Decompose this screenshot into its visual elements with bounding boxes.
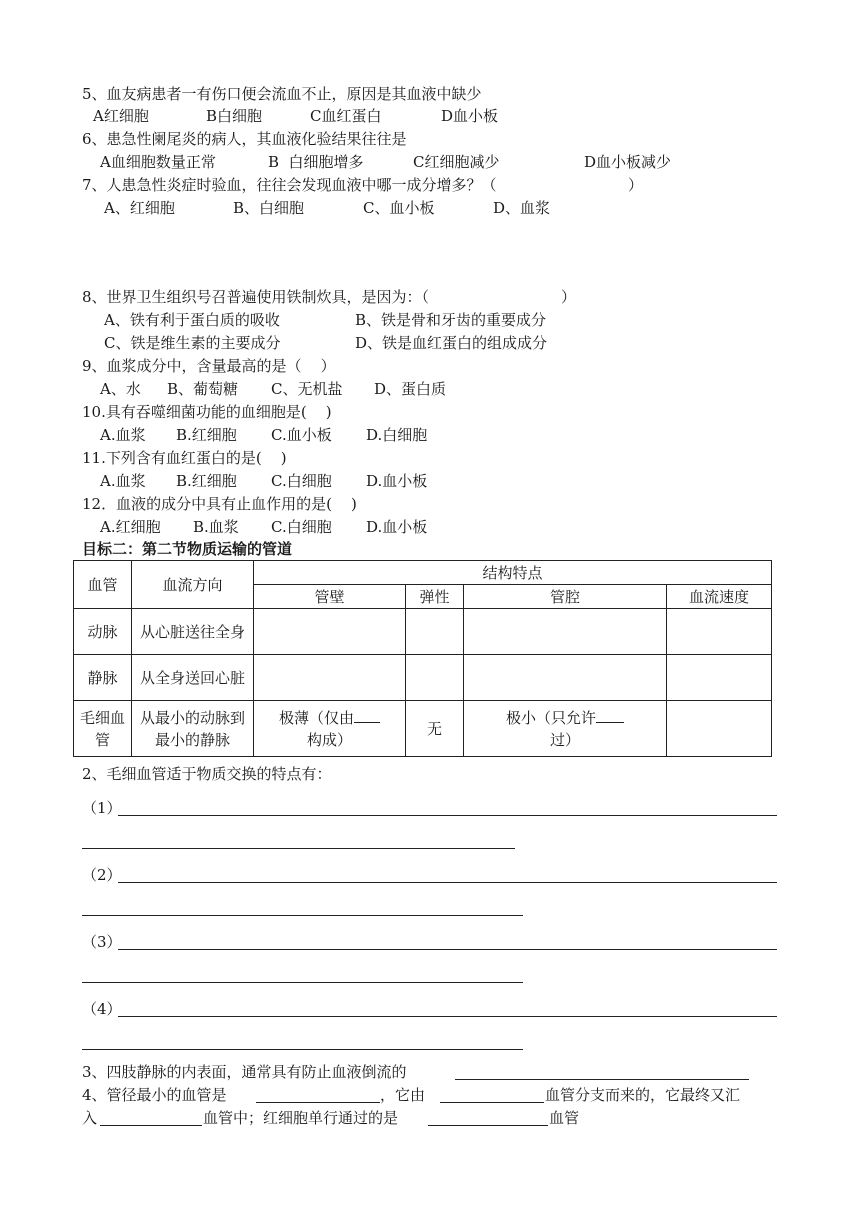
q6-option-a: A血细胞数量正常 — [100, 153, 216, 171]
vein-speed-cell[interactable] — [667, 655, 772, 701]
q3-answer-line[interactable] — [455, 1079, 749, 1080]
q4-part-4: 入 — [82, 1109, 98, 1127]
q6-stem: 6、患急性阑尾炎的病人，其血液化验结果往往是 — [82, 130, 407, 148]
vein-elastic-cell[interactable] — [406, 655, 464, 701]
q4-blank-3[interactable] — [100, 1125, 202, 1126]
q2-item-2-line-b[interactable] — [82, 915, 523, 916]
vein-wall-cell[interactable] — [254, 655, 406, 701]
artery-wall-cell[interactable] — [254, 609, 406, 655]
q6-option-c: C红细胞减少 — [413, 153, 500, 171]
q4-blank-2[interactable] — [440, 1102, 544, 1103]
q7-option-b: B、白细胞 — [233, 199, 305, 217]
row-capillary-flow: 从最小的动脉到最小的静脉 — [132, 701, 254, 757]
q5-option-d: D血小板 — [441, 107, 499, 125]
table-row — [74, 655, 772, 701]
q9-option-a: A、水 — [100, 380, 141, 398]
q9-option-b: B、葡萄糖 — [167, 380, 239, 398]
q12-stem: 12．血液的成分中具有止血作用的是( ) — [82, 495, 357, 513]
q9-option-c: C、无机盐 — [271, 380, 343, 398]
q2-item-4-line-b[interactable] — [82, 1049, 523, 1050]
q11-option-b: B.红细胞 — [176, 472, 237, 490]
q8-option-c: C、铁是维生素的主要成分 — [104, 334, 281, 352]
q11-option-c: C.白细胞 — [271, 472, 332, 490]
q8-option-b: B、铁是骨和牙齿的重要成分 — [355, 311, 547, 329]
q5-option-c: C血红蛋白 — [310, 107, 382, 125]
header-elasticity: 弹性 — [406, 585, 464, 609]
row-artery-flow: 从心脏送往全身 — [132, 609, 254, 655]
q4-blank-4[interactable] — [428, 1125, 548, 1126]
q12-option-b: B.血浆 — [193, 518, 239, 536]
q2-stem: 2、毛细血管适于物质交换的特点有： — [82, 765, 332, 783]
artery-lumen-cell[interactable] — [464, 609, 667, 655]
q7-option-c: C、血小板 — [363, 199, 435, 217]
q5-option-b: B白细胞 — [206, 107, 263, 125]
table-row — [74, 609, 772, 655]
capillary-elastic-cell: 无 — [406, 701, 464, 757]
q11-option-a: A.血浆 — [100, 472, 146, 490]
q8-option-d: D、铁是血红蛋白的组成成分 — [355, 334, 548, 352]
q2-item-3-line-b[interactable] — [82, 982, 523, 983]
q6-option-b: B 白细胞增多 — [268, 153, 364, 171]
q4-part-2: ，它由 — [380, 1086, 426, 1104]
q12-option-a: A.红细胞 — [100, 518, 161, 536]
q8-stem: 8、世界卫生组织号召普遍使用铁制炊具，是因为：（ — [82, 288, 430, 306]
q4-part-6: 血管 — [549, 1109, 580, 1127]
q6-option-d: D血小板减少 — [584, 153, 672, 171]
q4-blank-1[interactable] — [256, 1102, 380, 1103]
q4-part-3: 血管分支而来的，它最终又汇 — [545, 1086, 741, 1104]
artery-speed-cell[interactable] — [667, 609, 772, 655]
q2-item-3-label: （3） — [82, 933, 122, 951]
q2-item-4-label: （4） — [82, 1000, 122, 1018]
q12-option-d: D.血小板 — [366, 518, 428, 536]
vein-lumen-cell[interactable] — [464, 655, 667, 701]
q10-stem: 10.具有吞噬细菌功能的血细胞是( ) — [82, 403, 332, 421]
capillary-wall-blank[interactable] — [354, 706, 380, 723]
row-vein-flow: 从全身送回心脏 — [132, 655, 254, 701]
q5-stem: 5、血友病患者一有伤口便会流血不止，原因是其血液中缺少 — [82, 85, 482, 103]
capillary-wall-cell: 极薄（仅由 构成） — [254, 701, 406, 757]
header-flow-direction: 血流方向 — [132, 561, 254, 609]
q7-close-paren: ） — [628, 176, 644, 194]
capillary-speed-cell[interactable] — [667, 701, 772, 757]
q10-option-d: D.白细胞 — [366, 426, 428, 444]
q2-item-1-label: （1） — [82, 799, 122, 817]
q8-option-a: A、铁有利于蛋白质的吸收 — [104, 311, 280, 329]
q10-option-c: C.血小板 — [271, 426, 332, 444]
header-wall: 管壁 — [254, 585, 406, 609]
q2-item-4-line-a[interactable] — [118, 1016, 777, 1017]
q10-option-a: A.血浆 — [100, 426, 146, 444]
q8-close-paren: ） — [561, 288, 577, 306]
row-capillary-name: 毛细血管 — [74, 701, 132, 757]
header-vessel: 血管 — [74, 561, 132, 609]
q9-stem: 9、血浆成分中，含量最高的是（ ） — [82, 357, 336, 375]
q4-part-1: 4、管径最小的血管是 — [82, 1086, 227, 1104]
q2-item-2-label: （2） — [82, 866, 122, 884]
blood-vessel-table — [73, 560, 772, 757]
header-structure: 结构特点 — [254, 561, 772, 585]
table-row — [74, 701, 772, 757]
artery-elastic-cell[interactable] — [406, 609, 464, 655]
capillary-lumen-blank[interactable] — [596, 706, 624, 723]
q3-stem: 3、四肢静脉的内表面，通常具有防止血液倒流的 — [82, 1063, 407, 1081]
q11-option-d: D.血小板 — [366, 472, 428, 490]
q2-item-3-line-a[interactable] — [118, 949, 777, 950]
header-lumen: 管腔 — [464, 585, 667, 609]
q4-part-5: 血管中；红细胞单行通过的是 — [203, 1109, 399, 1127]
q2-item-2-line-a[interactable] — [118, 882, 777, 883]
q12-option-c: C.白细胞 — [271, 518, 332, 536]
row-vein-name: 静脉 — [74, 655, 132, 701]
q2-item-1-line-a[interactable] — [118, 815, 777, 816]
q10-option-b: B.红细胞 — [176, 426, 237, 444]
q5-option-a: A红细胞 — [93, 107, 149, 125]
row-artery-name: 动脉 — [74, 609, 132, 655]
header-flow-speed: 血流速度 — [667, 585, 772, 609]
section-title: 目标二：第二节物质运输的管道 — [82, 540, 293, 558]
q7-option-d: D、血浆 — [493, 199, 551, 217]
q11-stem: 11.下列含有血红蛋白的是( ) — [82, 449, 287, 467]
capillary-lumen-cell: 极小（只允许 过） — [464, 701, 667, 757]
q9-option-d: D、蛋白质 — [374, 380, 447, 398]
q7-stem: 7、人患急性炎症时验血，往往会发现血液中哪一成分增多？（ — [82, 176, 497, 194]
q7-option-a: A、红细胞 — [104, 199, 175, 217]
q2-item-1-line-b[interactable] — [82, 848, 515, 849]
